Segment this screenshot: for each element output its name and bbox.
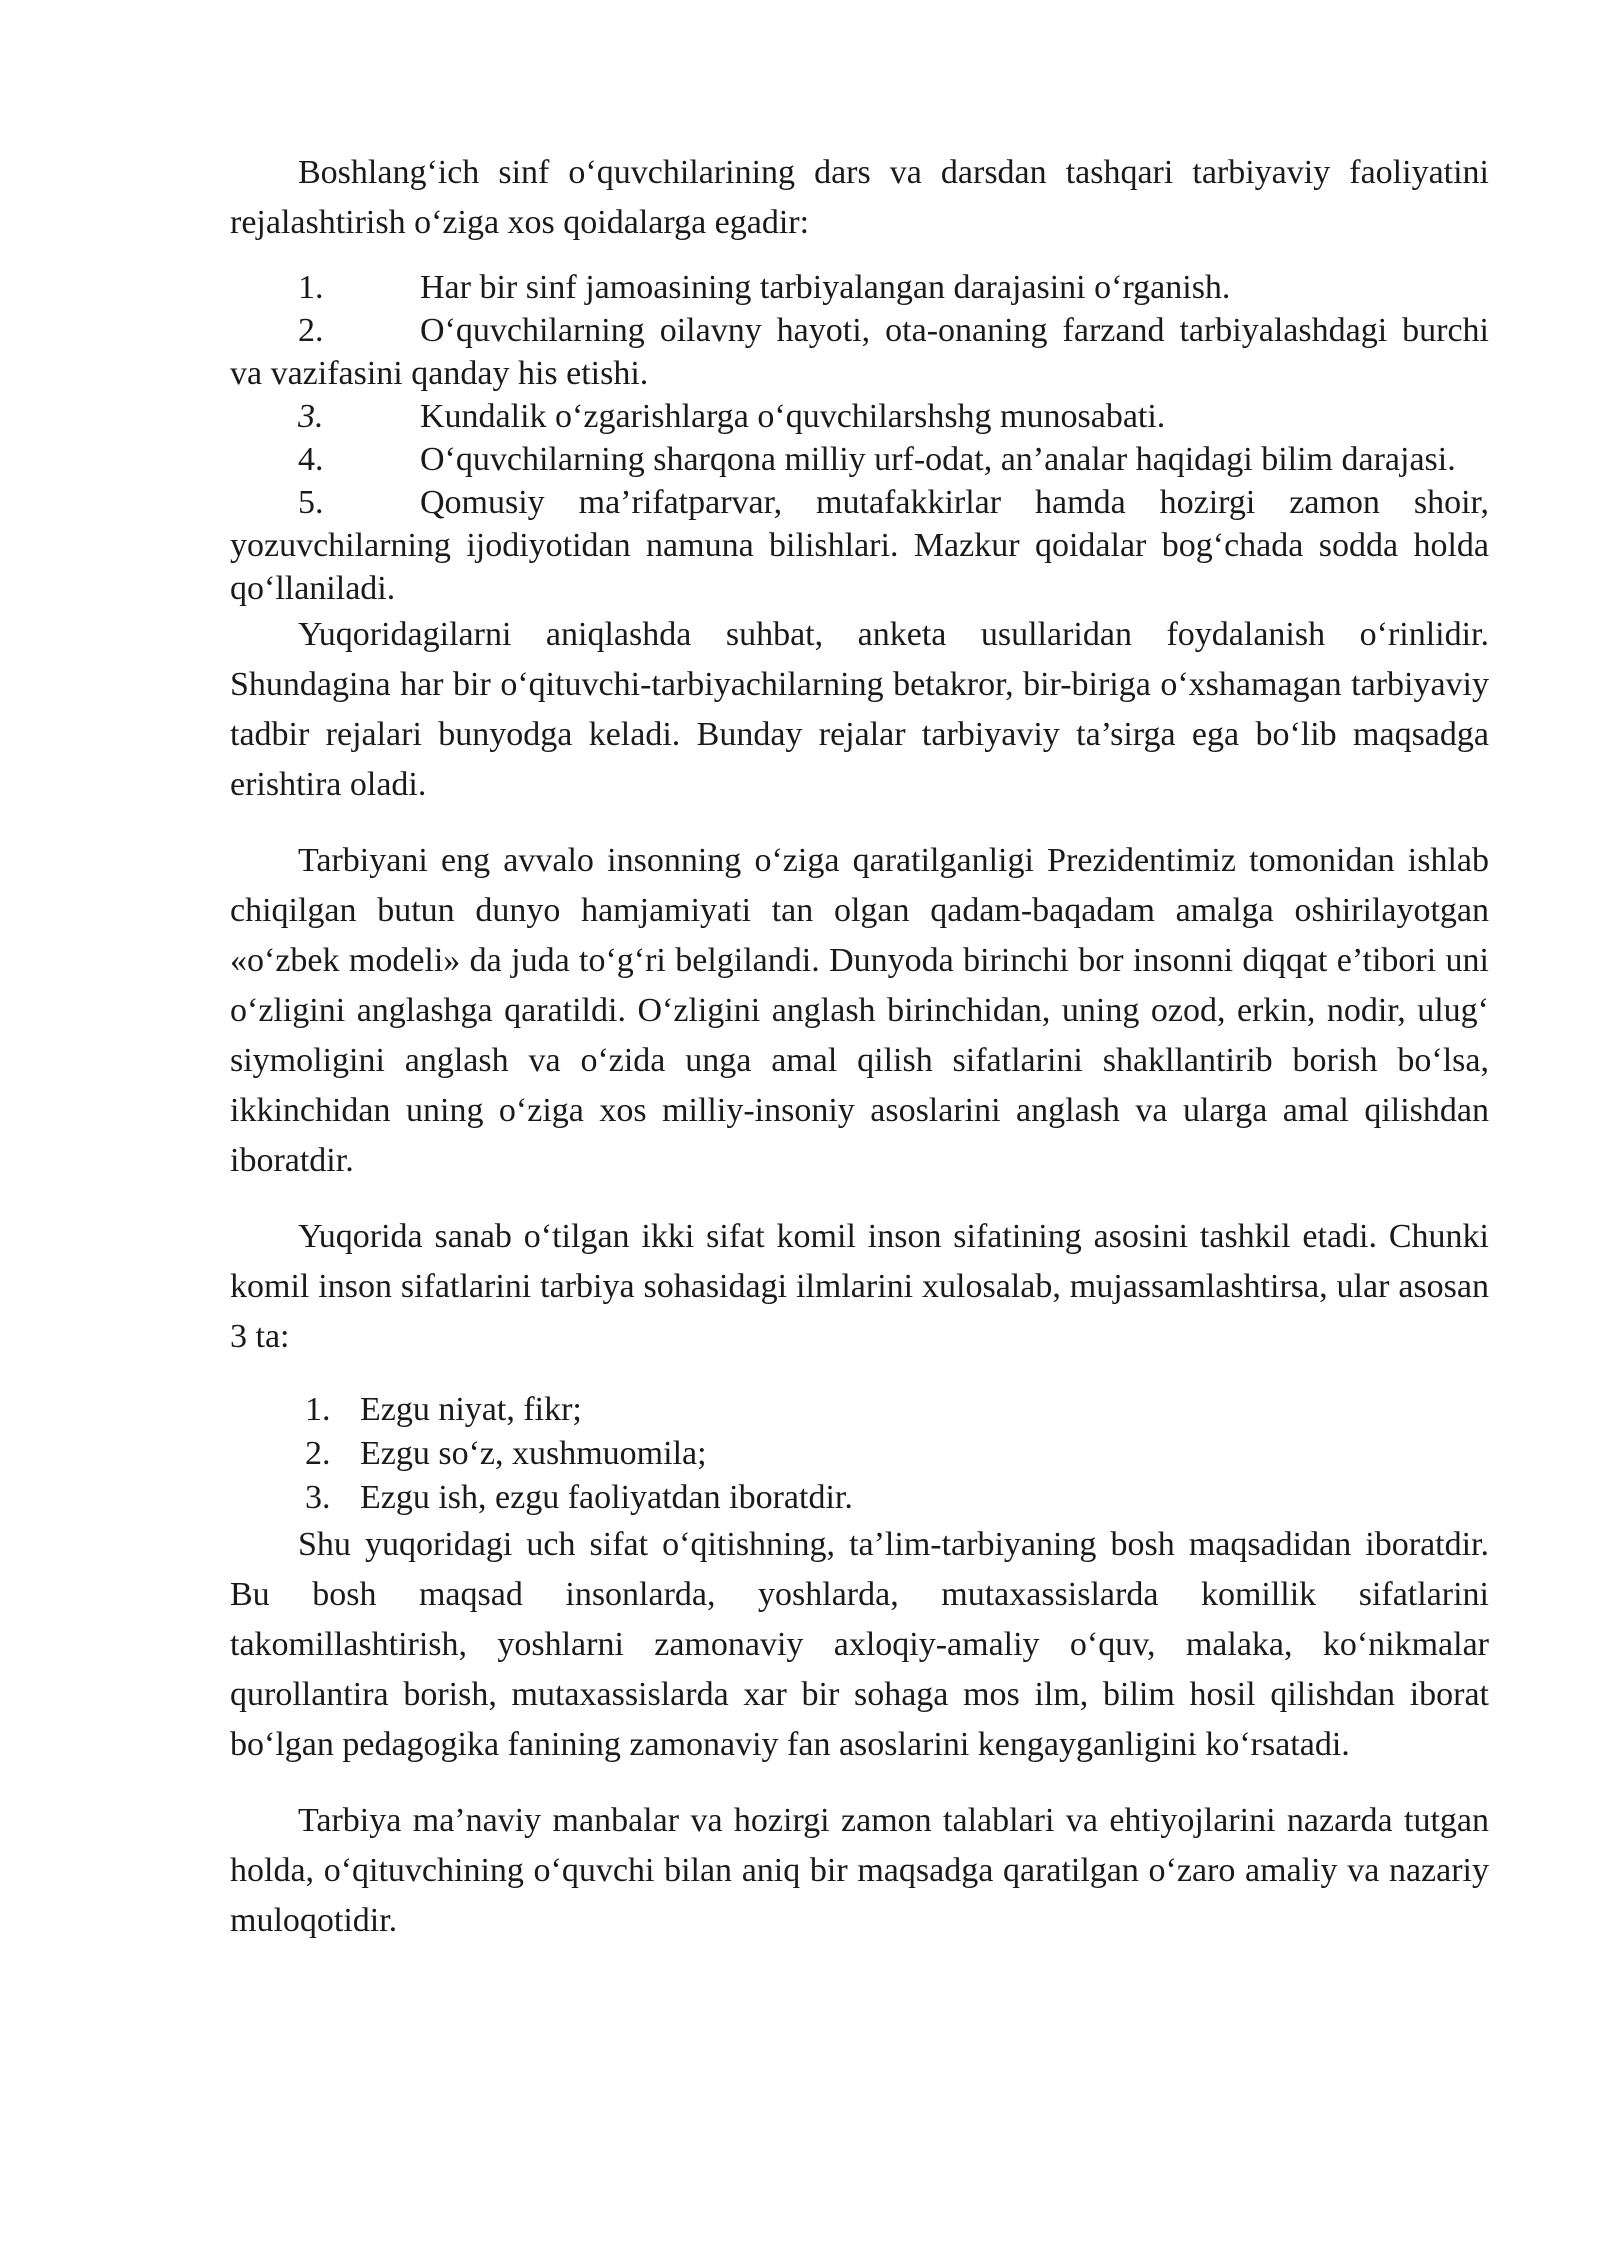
list-number: 5. xyxy=(298,484,324,521)
list-text: Ezgu ish, ezgu faoliyatdan iboratdir. xyxy=(360,1479,853,1516)
list-text: Qomusiy ma’rifatparvar, mutafakkirlar hamda hozirgi zamon shoir, yozuvchilarning ijodiyotidan namuna bilishlari. Mazkur qoidalar bog‘chada sodda holda qo‘llaniladi. xyxy=(230,484,1489,607)
list-number: 1. xyxy=(305,1391,331,1428)
list-item xyxy=(230,309,1489,395)
goal-paragraph: Shu yuqoridagi uch sifat o‘qitishning, ta’lim-tarbiyaning bosh maqsadidan iboratdir. Bu bosh maqsad insonlarda, yoshlarda, mutaxassislarda komillik sifatlarini takomillashtirish, yoshlarni zamonaviy axloqiy-amaliy o‘quv, malaka, ko‘nikmalar qurollantira borish, mutaxassislarda xar bir sohaga mos ilm, bilim hosil qilishdan iborat bo‘lgan pedagogika fanining zamonaviy fan asoslarini kengayganligini ko‘rsatadi. xyxy=(230,1526,1489,1763)
intro-paragraph: Boshlang‘ich sinf o‘quvchilarining dars va darsdan tashqari tarbiyaviy faoliyatini rejalashtirish o‘ziga xos qoidalarga egadir: xyxy=(230,154,1489,241)
model-paragraph: Tarbiyani eng avvalo insonning o‘ziga qaratilganligi Prezidentimiz tomonidan ishlab chiqilgan butun dunyo hamjamiyati tan olgan qadam-baqadam amalga oshirilayotgan «o‘zbek modeli» da juda to‘g‘ri belgilandi. Dunyoda birinchi bor insonni diqqat e’tibori uni o‘zligini anglashga qaratildi. O‘zligini anglash birinchidan, uning ozod, erkin, nodir, ulug‘ siymoligini anglash va o‘zida unga amal qilish sifatlarini shakllantirib borish bo‘lsa, ikkinchidan uning o‘ziga xos milliy-insoniy asoslarini anglash va ularga amal qilishdan iboratdir. xyxy=(230,842,1489,1179)
list-item xyxy=(230,266,1489,309)
list-text: Kundalik o‘zgarishlarga o‘quvchilarshshg munosabati. xyxy=(420,398,1166,435)
qualities-list xyxy=(230,1388,1489,1520)
list-number: 4. xyxy=(298,441,324,478)
list-item xyxy=(230,438,1489,481)
list-item xyxy=(230,481,1489,610)
definition-paragraph: Tarbiya ma’naviy manbalar va hozirgi zamon talablari va ehtiyojlarini nazarda tutgan holda, o‘qituvchining o‘quvchi bilan aniq bir maqsadga qaratilgan o‘zaro amaliy va nazariy muloqotidir. xyxy=(230,1802,1489,1939)
list-number: 1. xyxy=(298,269,324,306)
list-item xyxy=(230,395,1489,438)
list-number: 3. xyxy=(298,398,324,435)
list-number: 2. xyxy=(298,312,324,349)
list-text: Har bir sinf jamoasining tarbiyalangan darajasini o‘rganish. xyxy=(420,269,1231,306)
methods-paragraph: Yuqoridagilarni aniqlashda suhbat, anketa usullaridan foydalanish o‘rinlidir. Shundagina har bir o‘qituvchi-tarbiyachilarning betakror, bir-biriga o‘xshamagan tarbiyaviy tadbir rejalari bunyodga keladi. Bunday rejalar tarbiyaviy ta’sirga ega bo‘lib maqsadga erishtira oladi. xyxy=(230,616,1489,803)
list-text: Ezgu so‘z, xushmuomila; xyxy=(360,1435,707,1472)
komil-paragraph: Yuqorida sanab o‘tilgan ikki sifat komil inson sifatining asosini tashkil etadi. Chunki komil inson sifatlarini tarbiya sohasidagi ilmlarini xulosalab, mujassamlashtirsa, ular asosan 3 ta: xyxy=(230,1218,1489,1355)
list-text: O‘quvchilarning oilavny hayoti, ota-onaning farzand tarbiyalashdagi burchi va vazifasini qanday his etishi. xyxy=(230,312,1489,392)
list-item xyxy=(230,1432,1489,1476)
list-text: O‘quvchilarning sharqona milliy urf-odat, an’analar haqidagi bilim darajasi. xyxy=(420,441,1456,478)
list-item xyxy=(230,1476,1489,1520)
rules-list xyxy=(230,266,1489,610)
list-number: 2. xyxy=(305,1435,331,1472)
list-text: Ezgu niyat, fikr; xyxy=(360,1391,582,1428)
list-item xyxy=(230,1388,1489,1432)
document-page xyxy=(230,148,1489,1946)
list-number: 3. xyxy=(305,1479,331,1516)
